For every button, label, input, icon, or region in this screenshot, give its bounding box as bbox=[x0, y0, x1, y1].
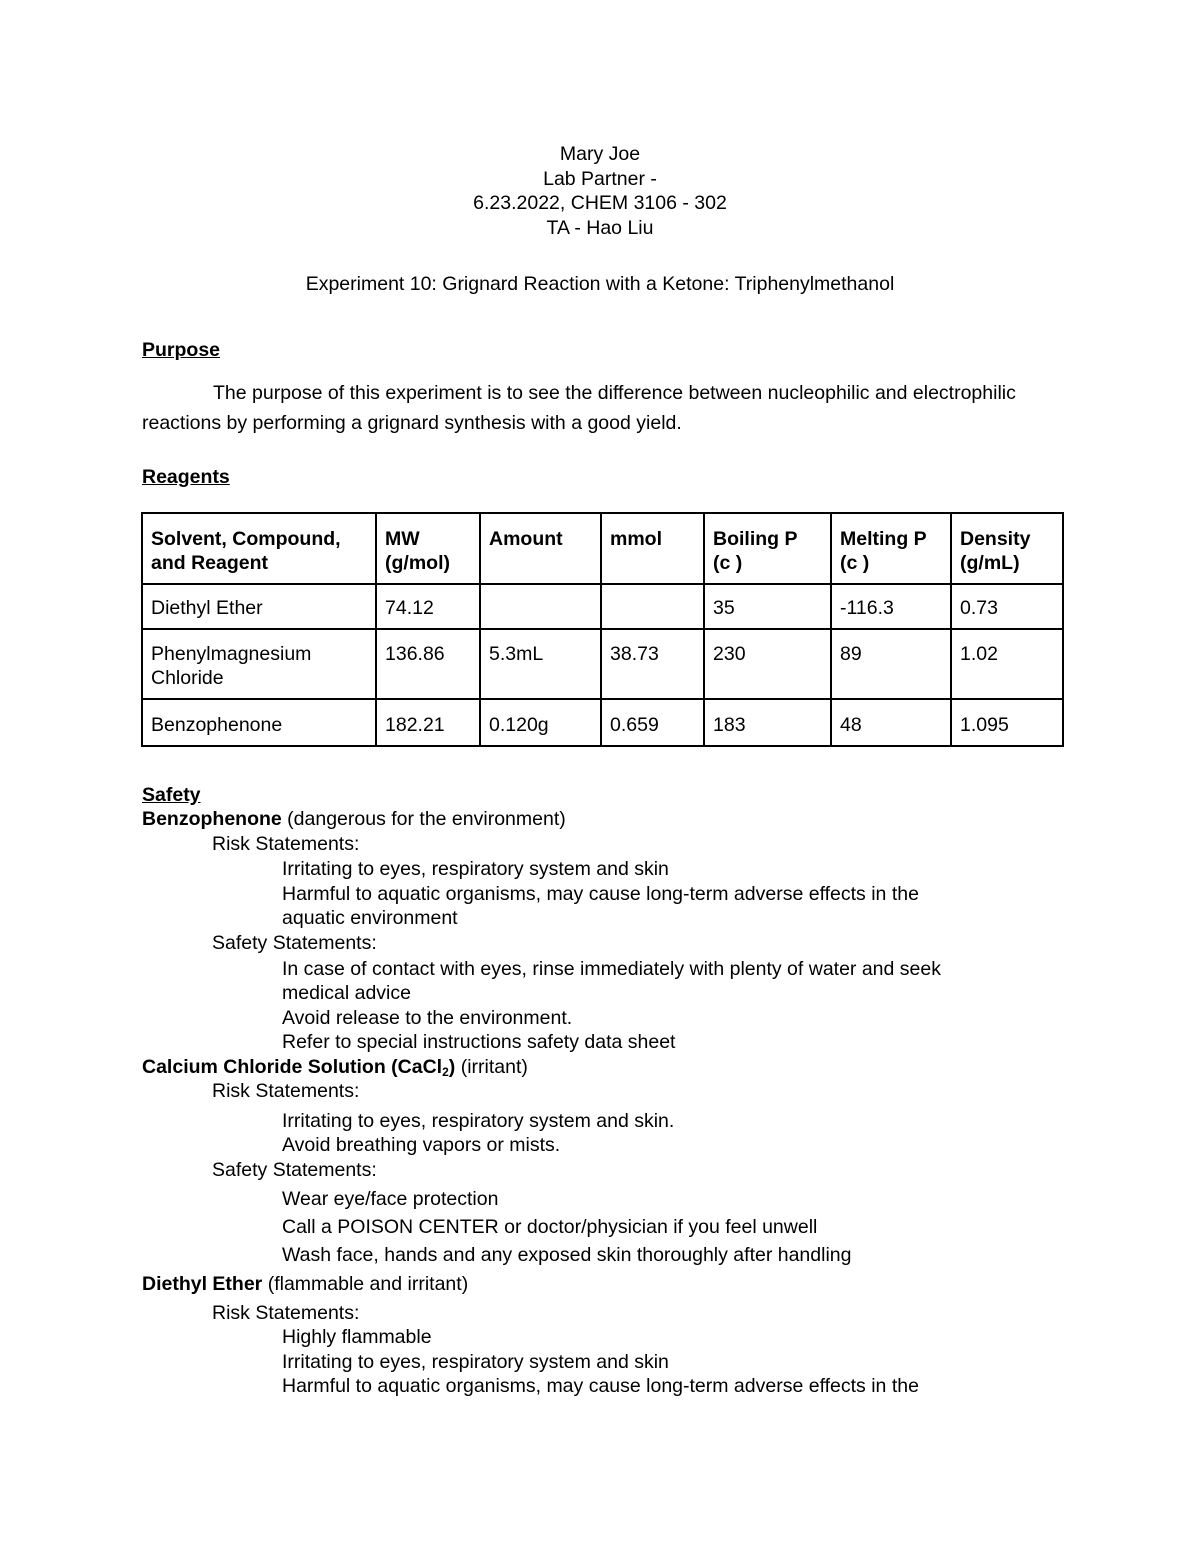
author-name: Mary Joe bbox=[559, 143, 641, 165]
table-cell: 48 bbox=[831, 699, 951, 746]
table-cell bbox=[480, 584, 601, 629]
table-cell: 0.73 bbox=[951, 584, 1063, 629]
safety-heading: Safety bbox=[142, 784, 201, 806]
teaching-assistant: TA - Hao Liu bbox=[546, 216, 654, 239]
risk-label: Risk Statements: bbox=[212, 1080, 360, 1102]
column-header: Density (g/mL) bbox=[951, 513, 1063, 584]
table-cell: 0.659 bbox=[601, 699, 704, 746]
column-header: Amount bbox=[480, 513, 601, 584]
table-cell: 230 bbox=[704, 629, 831, 699]
table-cell: 1.02 bbox=[951, 629, 1063, 699]
cacl2-title: Calcium Chloride Solution (CaCl$_2$) (irritant) bbox=[142, 1056, 528, 1079]
statement-line: aquatic environment bbox=[282, 907, 458, 929]
column-header: Melting P (c ) bbox=[831, 513, 951, 584]
benzophenone-title: Benzophenone (dangerous for the environment) bbox=[142, 808, 566, 830]
table-row bbox=[142, 584, 1063, 629]
table-cell: Benzophenone bbox=[142, 699, 376, 746]
purpose-paragraph bbox=[142, 379, 1042, 438]
table-row bbox=[142, 629, 1063, 699]
safety-label: Safety Statements: bbox=[212, 932, 377, 954]
statement-line: Harmful to aquatic organisms, may cause long-term adverse effects in the bbox=[282, 883, 919, 905]
reagents-heading: Reagents bbox=[142, 466, 230, 488]
table-cell: 182.21 bbox=[376, 699, 480, 746]
statement-line: Irritating to eyes, respiratory system and skin bbox=[282, 1351, 669, 1373]
table-header-row bbox=[142, 513, 1063, 584]
table-cell: Diethyl Ether bbox=[142, 584, 376, 629]
table-cell: 35 bbox=[704, 584, 831, 629]
table-cell: 5.3mL bbox=[480, 629, 601, 699]
statement-line: Wash face, hands and any exposed skin thoroughly after handling bbox=[282, 1244, 852, 1266]
table-cell: -116.3 bbox=[831, 584, 951, 629]
safety-label: Safety Statements: bbox=[212, 1159, 377, 1181]
statement-line: Highly flammable bbox=[282, 1326, 432, 1348]
table-cell: Phenylmagnesium Chloride bbox=[142, 629, 376, 699]
statement-line: Call a POISON CENTER or doctor/physician if you feel unwell bbox=[282, 1216, 818, 1238]
statement-line: Wear eye/face protection bbox=[282, 1188, 499, 1210]
table-cell: 38.73 bbox=[601, 629, 704, 699]
column-header: mmol bbox=[601, 513, 704, 584]
table-cell bbox=[601, 584, 704, 629]
statement-line: medical advice bbox=[282, 982, 411, 1004]
column-header: Solvent, Compound, and Reagent bbox=[142, 513, 376, 584]
column-header: Boiling P (c ) bbox=[704, 513, 831, 584]
statement-line: Irritating to eyes, respiratory system and skin bbox=[282, 858, 669, 880]
table-cell: 1.095 bbox=[951, 699, 1063, 746]
experiment-title: Experiment 10: Grignard Reaction with a Ketone: Triphenylmethanol bbox=[305, 273, 895, 295]
table-cell: 0.120g bbox=[480, 699, 601, 746]
ether-title: Diethyl Ether (flammable and irritant) bbox=[142, 1273, 469, 1295]
statement-line: Irritating to eyes, respiratory system and skin. bbox=[282, 1110, 675, 1132]
table-cell: 136.86 bbox=[376, 629, 480, 699]
statement-line: Refer to special instructions safety data sheet bbox=[282, 1031, 676, 1053]
purpose-text: The purpose of this experiment is to see the difference between nucleophilic and electrophilic reactions by performing a grignard synthesis with a good yield. bbox=[142, 382, 1016, 434]
lab-partner: Lab Partner - bbox=[543, 167, 657, 190]
reagents-table bbox=[141, 512, 1064, 747]
statement-line: In case of contact with eyes, rinse immediately with plenty of water and seek bbox=[282, 958, 941, 980]
purpose-heading: Purpose bbox=[142, 339, 221, 361]
table-cell: 89 bbox=[831, 629, 951, 699]
column-header: MW (g/mol) bbox=[376, 513, 480, 584]
risk-label: Risk Statements: bbox=[212, 833, 360, 855]
statement-line: Harmful to aquatic organisms, may cause long-term adverse effects in the bbox=[282, 1375, 919, 1397]
table-cell: 74.12 bbox=[376, 584, 480, 629]
table-row bbox=[142, 699, 1063, 746]
header-block bbox=[0, 142, 1200, 240]
risk-label: Risk Statements: bbox=[212, 1302, 360, 1324]
date-course: 6.23.2022, CHEM 3106 - 302 bbox=[473, 192, 727, 214]
statement-line: Avoid breathing vapors or mists. bbox=[282, 1134, 561, 1156]
statement-line: Avoid release to the environment. bbox=[282, 1007, 573, 1029]
table-cell: 183 bbox=[704, 699, 831, 746]
